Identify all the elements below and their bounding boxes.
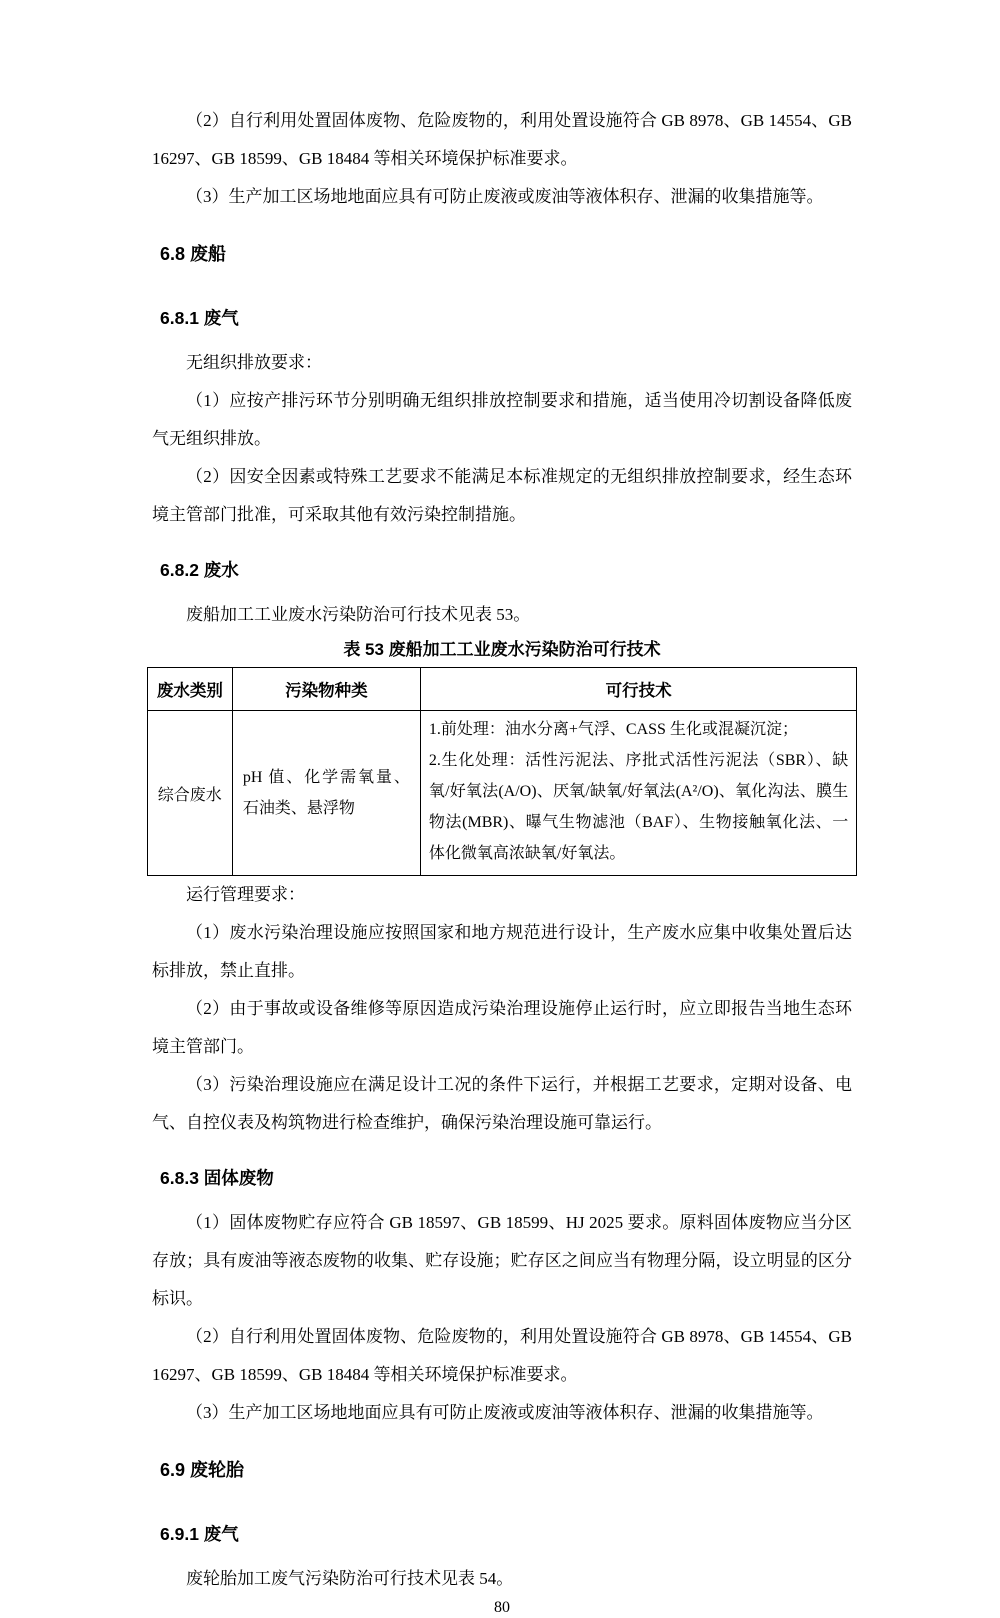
table-53 [147,667,858,876]
subsection-heading-6-9-1: 6.9.1 废气 [160,1524,239,1544]
table-cell-technology [420,711,856,876]
subsection-heading-6-8-1: 6.8.1 废气 [160,308,239,328]
table-cell-pollutants: pH 值、化学需氧量、石油类、悬浮物 [232,711,420,876]
paragraph-6-8-3-item2: （2）自行利用处置固体废物、危险废物的，利用处置设施符合 GB 8978、GB 14554、GB 16297、GB 18599、GB 18484 等相关环境保护标准要求。 [152,1327,852,1384]
table-header-pollutant-types: 污染物种类 [232,668,420,711]
page-number: 80 [494,1599,510,1616]
paragraph-6-8-3-item3: （3）生产加工区场地地面应具有可防止废液或废油等液体积存、泄漏的收集措施等。 [186,1403,824,1422]
paragraph-6-8-2-item1: （1）废水污染治理设施应按照国家和地方规范进行设计，生产废水应集中收集处置后达标排放，禁止直排。 [152,923,852,980]
tech-pretreatment-line: 1.前处理：油水分离+气浮、CASS 生化或混凝沉淀； [428,721,798,738]
table-cell-category: 综合废水 [147,711,232,876]
table-row [147,711,857,876]
table-header-feasible-technology: 可行技术 [420,668,856,711]
section-heading-6-8: 6.8 废船 [160,244,227,264]
section-heading-6-9: 6.9 废轮胎 [160,1460,245,1480]
paragraph-6-8-2-ops: 运行管理要求： [186,885,305,904]
paragraph-6-8-2-item3: （3）污染治理设施应在满足设计工况的条件下运行，并根据工艺要求，定期对设备、电气、自控仪表及构筑物进行检查维护，确保污染治理设施可靠运行。 [152,1075,852,1132]
paragraph-6-8-3-item1: （1）固体废物贮存应符合 GB 18597、GB 18599、HJ 2025 要求。原料固体废物应当分区存放；具有废油等液态废物的收集、贮存设施；贮存区之间应当有物理分隔，设立明显的区分标识。 [152,1213,852,1308]
subsection-heading-6-8-3: 6.8.3 固体废物 [160,1168,274,1188]
tech-biochemical-line: 2.生化处理：活性污泥法、序批式活性污泥法（SBR）、缺氧/好氧法(A/O)、厌氧/缺氧/好氧法(A²/O)、氧化沟法、膜生物法(MBR)、曝气生物滤池（BAF）、生物接触氧化法、一体化微氧高浓缺氧/好氧法。 [428,752,849,862]
paragraph-6-8-2-intro: 废船加工工业废水污染防治可行技术见表 53。 [186,605,531,624]
paragraph-pre-item3: （3）生产加工区场地地面应具有可防止废液或废油等液体积存、泄漏的收集措施等。 [186,187,824,206]
subsection-heading-6-8-2: 6.8.2 废水 [160,560,239,580]
table-53-caption: 表 53 废船加工工业废水污染防治可行技术 [343,640,661,659]
paragraph-6-8-1-item2: （2）因安全因素或特殊工艺要求不能满足本标准规定的无组织排放控制要求，经生态环境主管部门批准，可采取其他有效污染控制措施。 [152,467,852,524]
paragraph-6-9-1-intro: 废轮胎加工废气污染防治可行技术见表 54。 [186,1569,514,1588]
paragraph-6-8-2-item2: （2）由于事故或设备维修等原因造成污染治理设施停止运行时，应立即报告当地生态环境主管部门。 [152,999,852,1056]
paragraph-pre-item2: （2）自行利用处置固体废物、危险废物的，利用处置设施符合 GB 8978、GB 14554、GB 16297、GB 18599、GB 18484 等相关环境保护标准要求。 [152,111,852,168]
paragraph-6-8-1-item1: （1）应按产排污环节分别明确无组织排放控制要求和措施，适当使用冷切割设备降低废气无组织排放。 [152,391,852,448]
table-header-row [147,668,857,711]
paragraph-6-8-1-intro: 无组织排放要求： [186,353,322,372]
table-header-wastewater-category: 废水类别 [147,668,232,711]
